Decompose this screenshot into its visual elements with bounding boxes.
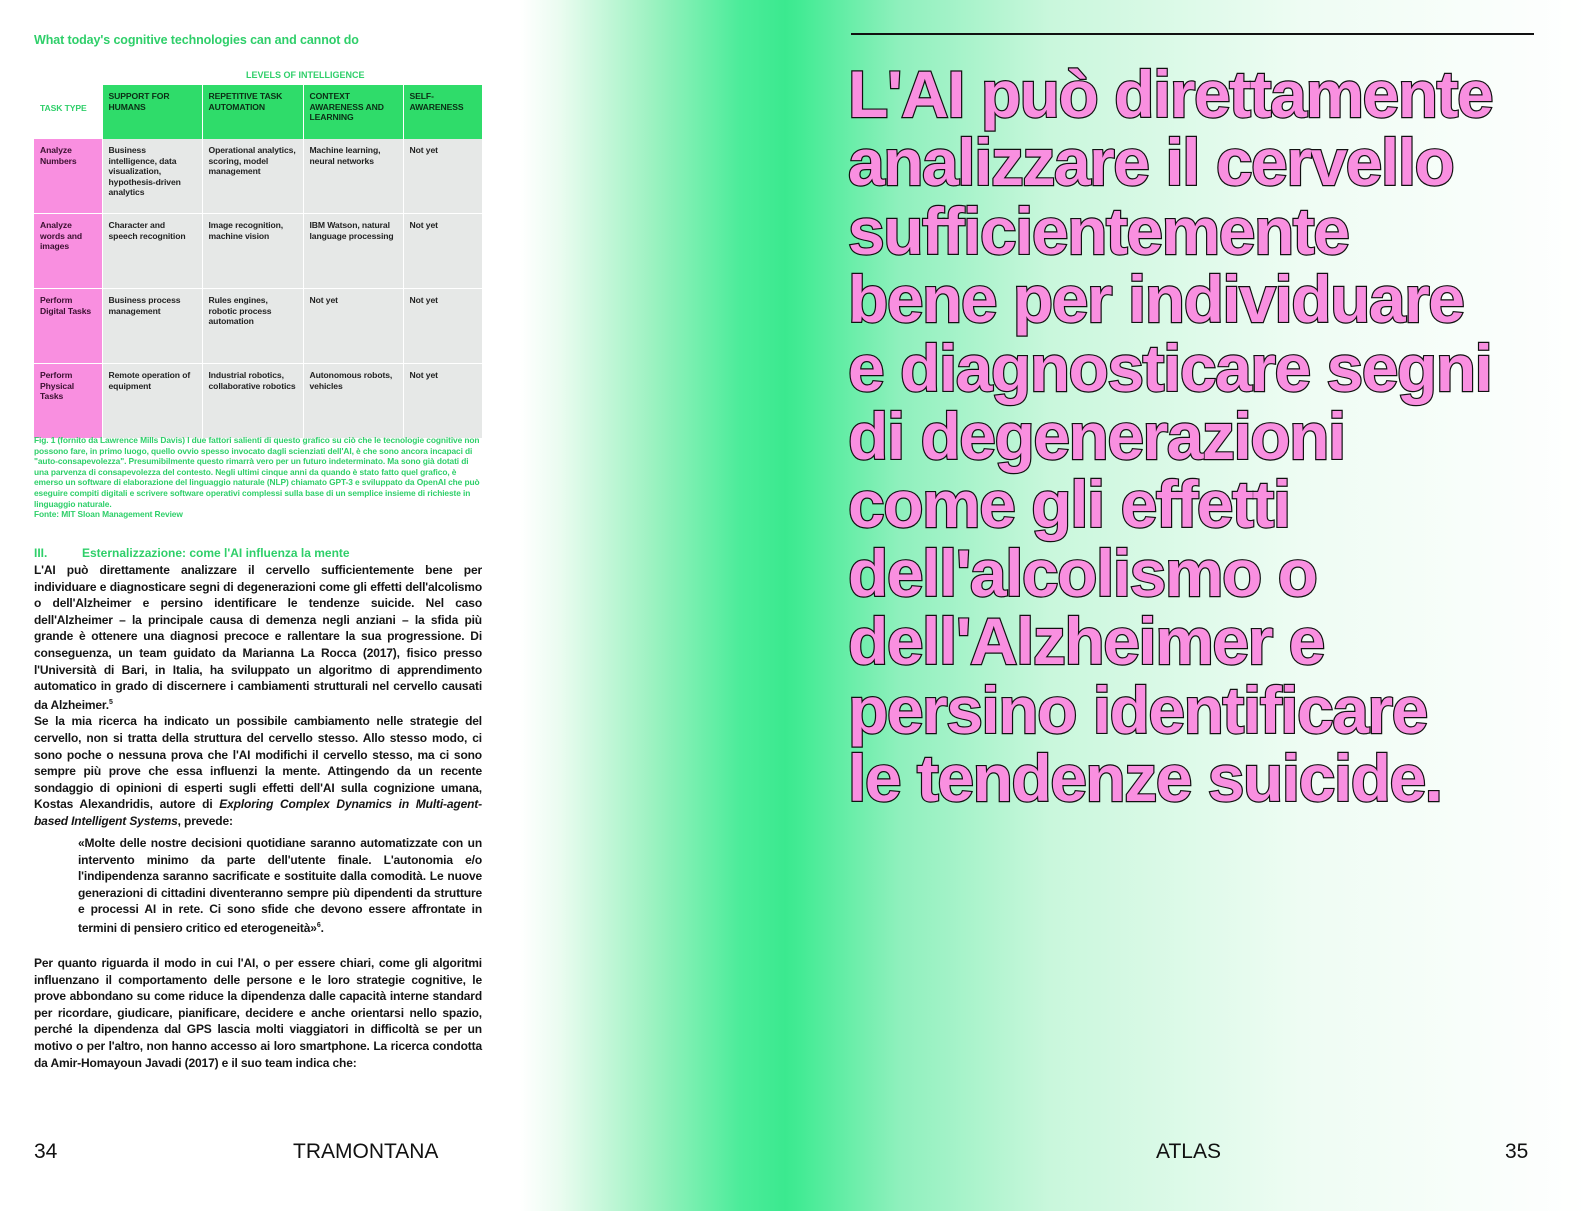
book-title: Exploring Complex Dynamics in Multi-agent-based Intelligent Systems [34, 797, 482, 828]
table-cell: Not yet [403, 139, 482, 214]
paragraph-text: , prevede: [177, 813, 233, 828]
cognitive-technologies-table [34, 85, 483, 439]
table-cell: Industrial robotics, collaborative robotics [202, 364, 303, 439]
pull-quote-line: dell'alcolismo o [848, 535, 1317, 610]
footer-title-left: TRAMONTANA [293, 1140, 439, 1163]
task-type-header: TASK TYPE [34, 85, 102, 139]
table-cell: Character and speech recognition [102, 214, 202, 289]
footnote-ref: 5 [108, 698, 113, 706]
table-cell: Remote operation of equipment [102, 364, 202, 439]
quote-text: «Molte delle nostre decisioni quotidiane saranno automatizzate con un intervento minimo da parte dell'utente finale. L'autonomia e/o l'indipendenza saranno sacrificate e sostituite dalla comodità. Le nuove generazioni di cittadini diventeranno sempre più dipendenti da strutture e processi AI in rete. Ci sono sfide che devono essere affrontate in termini di pensiero critico ed eterogeneità» [78, 836, 482, 935]
table-cell: Not yet [403, 214, 482, 289]
table-cell: Business intelligence, data visualization, hypothesis-driven analytics [102, 139, 202, 214]
table-cell: Machine learning, neural networks [303, 139, 403, 214]
pull-quote [848, 57, 1548, 816]
table-row [34, 364, 482, 439]
table-cell: Operational analytics, scoring, model management [202, 139, 303, 214]
pull-quote-line: analizzare il cervello [848, 125, 1454, 200]
caption-text: Fig. 1 (fornito da Lawrence Mills Davis) I due fattori salienti di questo grafico su ciò che le tecnologie cognitive non possono fare, in primo luogo, quello ovvio spesso invocato dagli scienziati dell'AI, è che sono ancora incapaci di "auto-consapevolezza". Presumibilmente questo rimarrà vero per un futuro indeterminato. Ma sono già dotati di una parvenza di consapevolezza del contesto. Negli ultimi cinque anni da quando è stato fatto quel grafico, è emerso un software di elaborazione del linguaggio naturale (NLP) chiamato GPT-3 e sviluppato da OpenAI che può eseguire compiti digitali e scrivere software operativi complessi sulla base di un semplice insieme di richieste in linguaggio naturale. [34, 435, 480, 509]
table-cell: Not yet [403, 289, 482, 364]
pull-quote-line: L'AI può direttamente [848, 57, 1493, 131]
section-title: Esternalizzazione: come l'AI influenza la mente [82, 546, 350, 560]
block-quote [78, 835, 482, 937]
top-rule [851, 33, 1534, 35]
pull-quote-line: persino identificare [848, 672, 1427, 747]
row-header: Analyze Numbers [34, 139, 102, 214]
table-cell: Business process management [102, 289, 202, 364]
paragraph: Per quanto riguarda il modo in cui l'AI, o per essere chiari, come gli algoritmi influenzano il comportamento delle persone e le loro strategie cognitive, le prove abbondano su come riduce la dipendenza dalle capacità interne standard per ricordare, giudicare, pianificare, decidere e anche orientarsi nello spazio, perché la dipendenza dal GPS lascia molti viaggiatori in difficoltà se per un motivo o per l'altro, non hanno accesso ai loro smartphone. La ricerca condotta da Amir-Homayoun Javadi (2017) e il suo team indica che: [34, 956, 482, 1070]
table-cell: Not yet [303, 289, 403, 364]
table-cell: Not yet [403, 364, 482, 439]
table-cell: Autonomous robots, vehicles [303, 364, 403, 439]
body-text [34, 562, 482, 830]
pull-quote-line: e diagnosticare segni [848, 330, 1492, 405]
paragraph [34, 562, 482, 713]
running-header: What today's cognitive technologies can and cannot do [34, 33, 359, 47]
table-row [34, 139, 482, 214]
row-header: Analyze words and images [34, 214, 102, 289]
column-header: SUPPORT FOR HUMANS [102, 85, 202, 139]
figure-caption [34, 435, 482, 520]
page-number-left: 34 [34, 1140, 58, 1163]
column-header: CONTEXT AWARENESS AND LEARNING [303, 85, 403, 139]
paragraph-text: Se la mia ricerca ha indicato un possibile cambiamento nelle strategie del cervello, non si tratta della struttura del cervello stesso. Allo stesso modo, ci sono poche o nessuna prova che l'AI modifichi il cervello stesso, ma ci sono sempre più prove che essa influenzi la mente. Attingendo da un recente sondaggio di opinioni di esperti sugli effetti dell'AI sulla cognizione umana, Kostas Alexandridis, autore di [34, 714, 482, 812]
row-header: Perform Digital Tasks [34, 289, 102, 364]
table-row [34, 289, 482, 364]
footnote-ref: 6 [316, 921, 321, 929]
pull-quote-line: bene per individuare [848, 262, 1464, 337]
table-header-row [34, 85, 482, 139]
levels-of-intelligence-label: LEVELS OF INTELLIGENCE [246, 70, 365, 80]
table-row [34, 214, 482, 289]
pull-quote-line: di degenerazioni [848, 399, 1345, 474]
caption-source: Fonte: MIT Sloan Management Review [34, 509, 183, 520]
paragraph [34, 713, 482, 829]
column-header: REPETITIVE TASK AUTOMATION [202, 85, 303, 139]
table-cell: IBM Watson, natural language processing [303, 214, 403, 289]
pull-quote-line: sufficientemente [848, 193, 1349, 268]
column-header: SELF-AWARENESS [403, 85, 482, 139]
pull-quote-line: come gli effetti [848, 467, 1290, 542]
section-number: III. [34, 546, 48, 560]
table-cell: Image recognition, machine vision [202, 214, 303, 289]
row-header: Perform Physical Tasks [34, 364, 102, 439]
paragraph-text: L'AI può direttamente analizzare il cervello sufficientemente bene per individuare e diagnosticare segni di degenerazioni come gli effetti dell'alcolismo o dell'Alzheimer e persino identificare le tendenze suicide. Nel caso dell'Alzheimer – la principale causa di demenza negli anziani – la sfida più grande è ottenere una diagnosi precoce e rallentare la sua progressione. Di conseguenza, un team guidato da Marianna La Rocca (2017), fisico presso l'Università di Bari, in Italia, ha sviluppato un algoritmo di apprendimento automatico in grado di discernere i cambiamenti strutturali nel cervello causati da Alzheimer. [34, 563, 482, 712]
footer-title-right: ATLAS [1156, 1140, 1221, 1163]
table-cell: Rules engines, robotic process automation [202, 289, 303, 364]
section-heading [34, 546, 482, 560]
quote-end: . [320, 920, 324, 935]
page-number-right: 35 [1505, 1140, 1529, 1163]
pull-quote-line: le tendenze suicide. [848, 741, 1442, 816]
pull-quote-line: dell'Alzheimer e [848, 604, 1324, 679]
body-text-continued [34, 955, 482, 1071]
